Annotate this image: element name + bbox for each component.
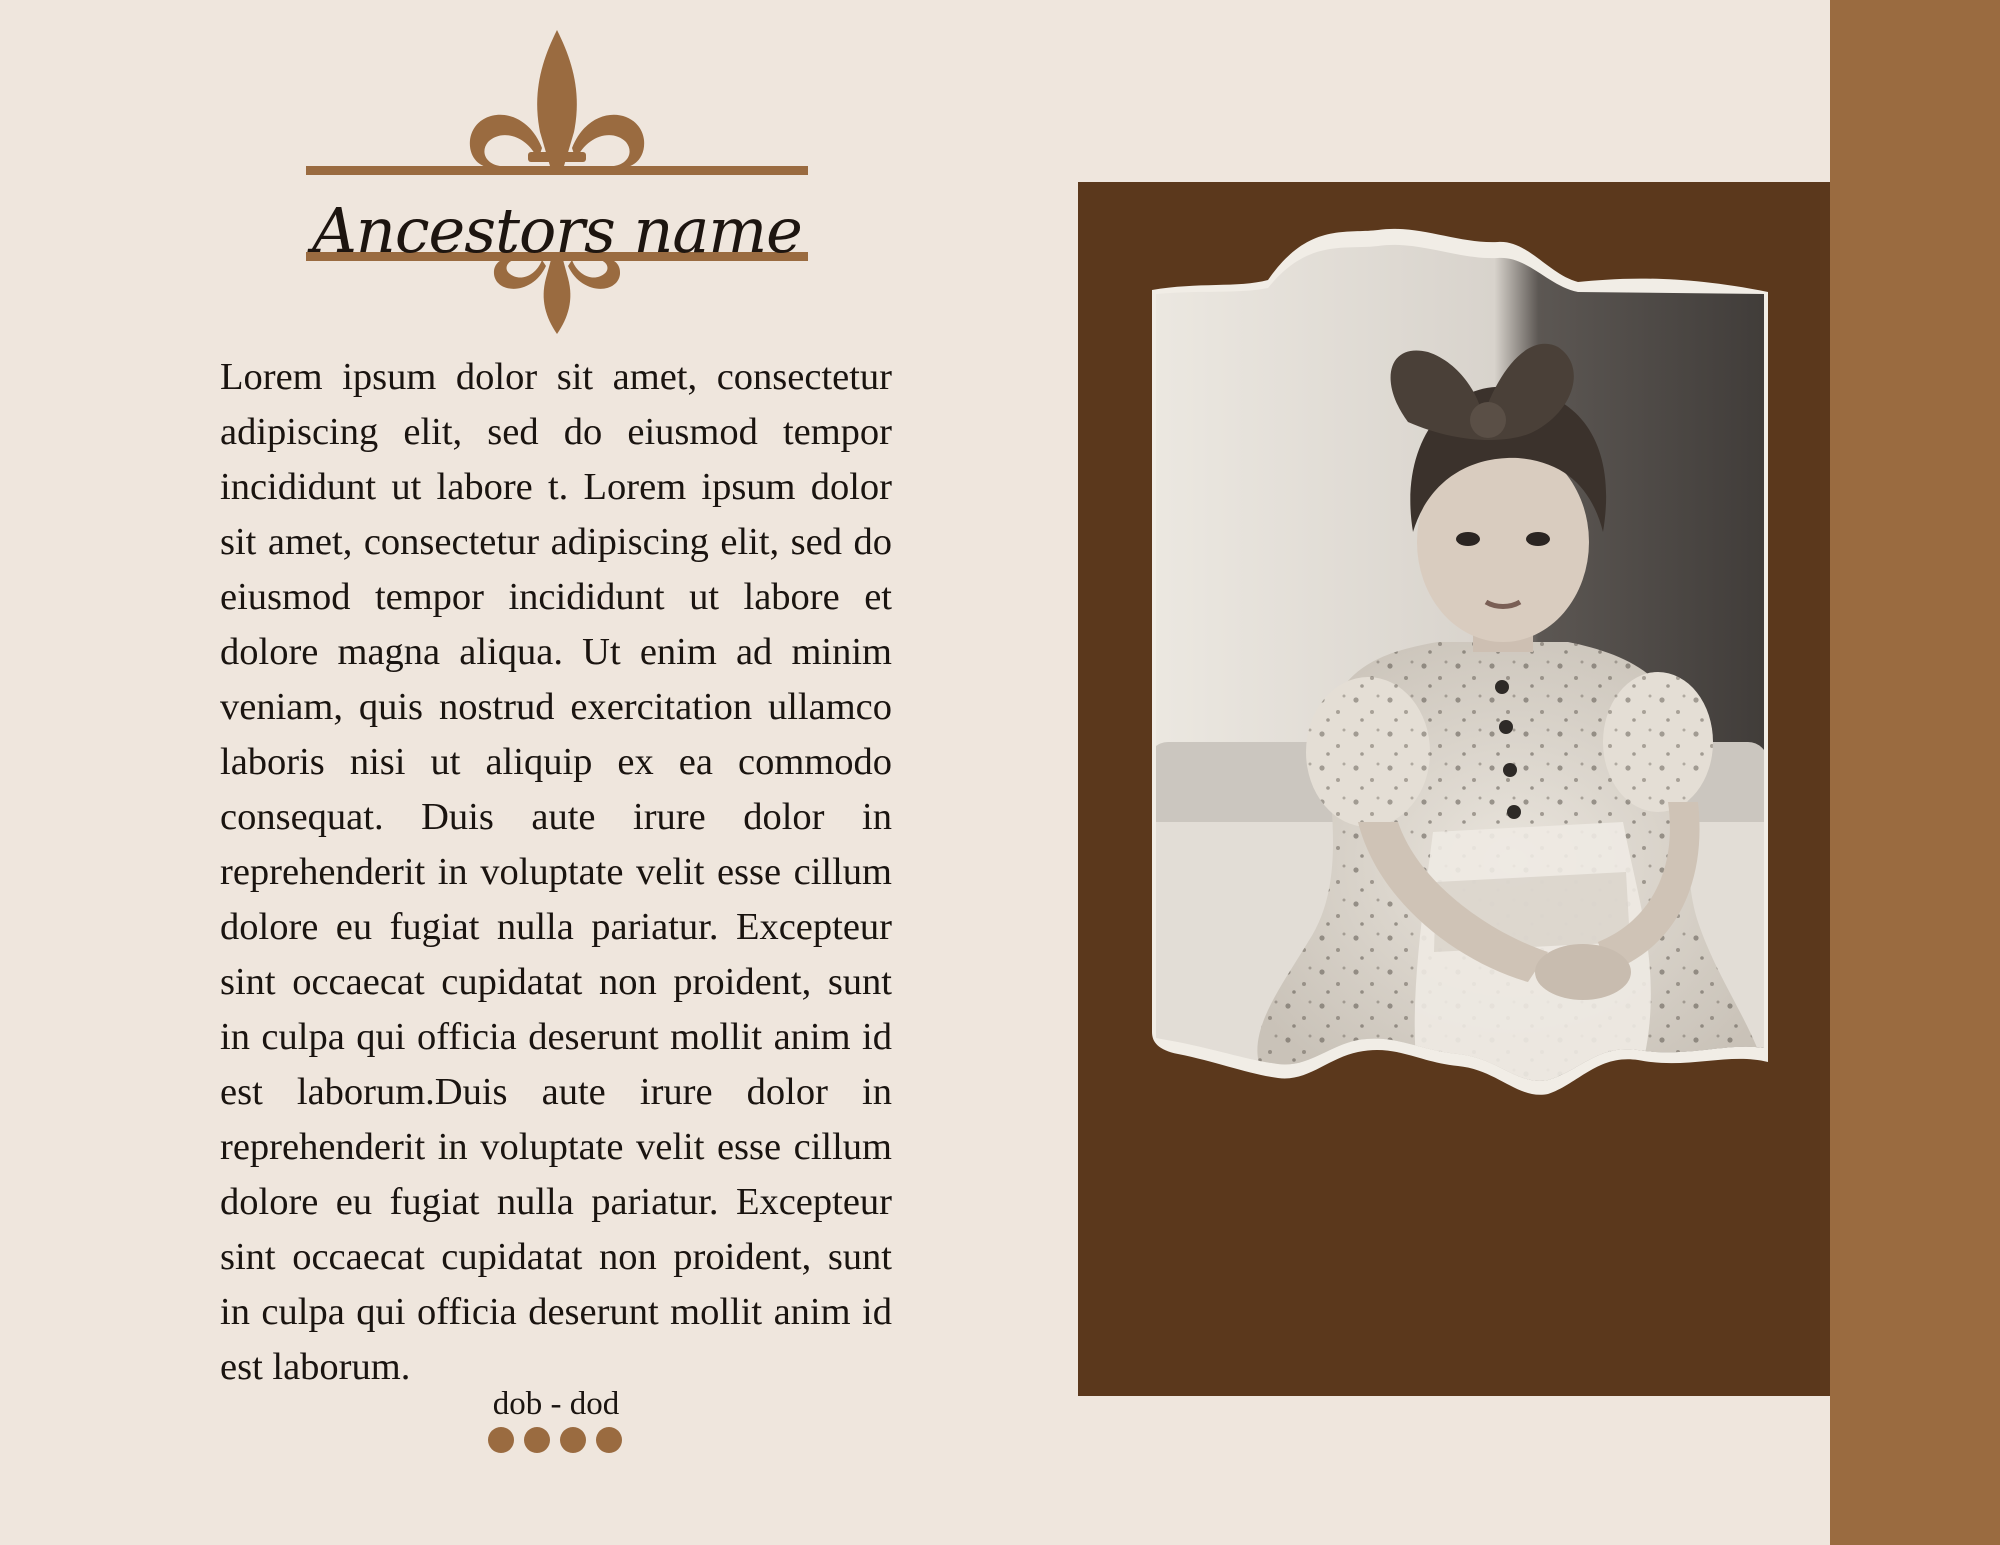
fleur-de-lis-icon [306,28,808,338]
photo-frame [1078,182,1830,1396]
vintage-photo [1078,182,1830,1396]
title-ornament [306,28,808,338]
dot-icon [524,1427,550,1453]
life-dates: dob - dod [492,1386,620,1422]
dot-icon [596,1427,622,1453]
decorative-side-band [1830,0,2000,1545]
dot-icon [488,1427,514,1453]
dot-icon [560,1427,586,1453]
ancestor-name-title: Ancestors name [312,194,802,267]
decorative-dots [488,1427,628,1457]
biography-text: Lorem ipsum dolor sit amet, consectetur adipiscing elit, sed do eiusmod tempor incididunt ut labore t. Lorem ipsum dolor sit amet, consectetur adipiscing elit, sed do eiusmod tempor incididunt ut labore et dolore magna aliqua. Ut enim ad minim veniam, quis nostrud exercitation ullamco laboris nisi ut aliquip ex ea commodo consequat. Duis aute irure dolor in reprehenderit in voluptate velit esse cillum dolore eu fugiat nulla pariatur. Excepteur sint occaecat cupidatat non proident, sunt in culpa qui officia deserunt mollit anim id est laborum.Duis aute irure dolor in reprehenderit in voluptate velit esse cillum dolore eu fugiat nulla pariatur. Excepteur sint occaecat cupidatat non proident, sunt in culpa qui officia deserunt mollit anim id est laborum. [220,356,892,1388]
